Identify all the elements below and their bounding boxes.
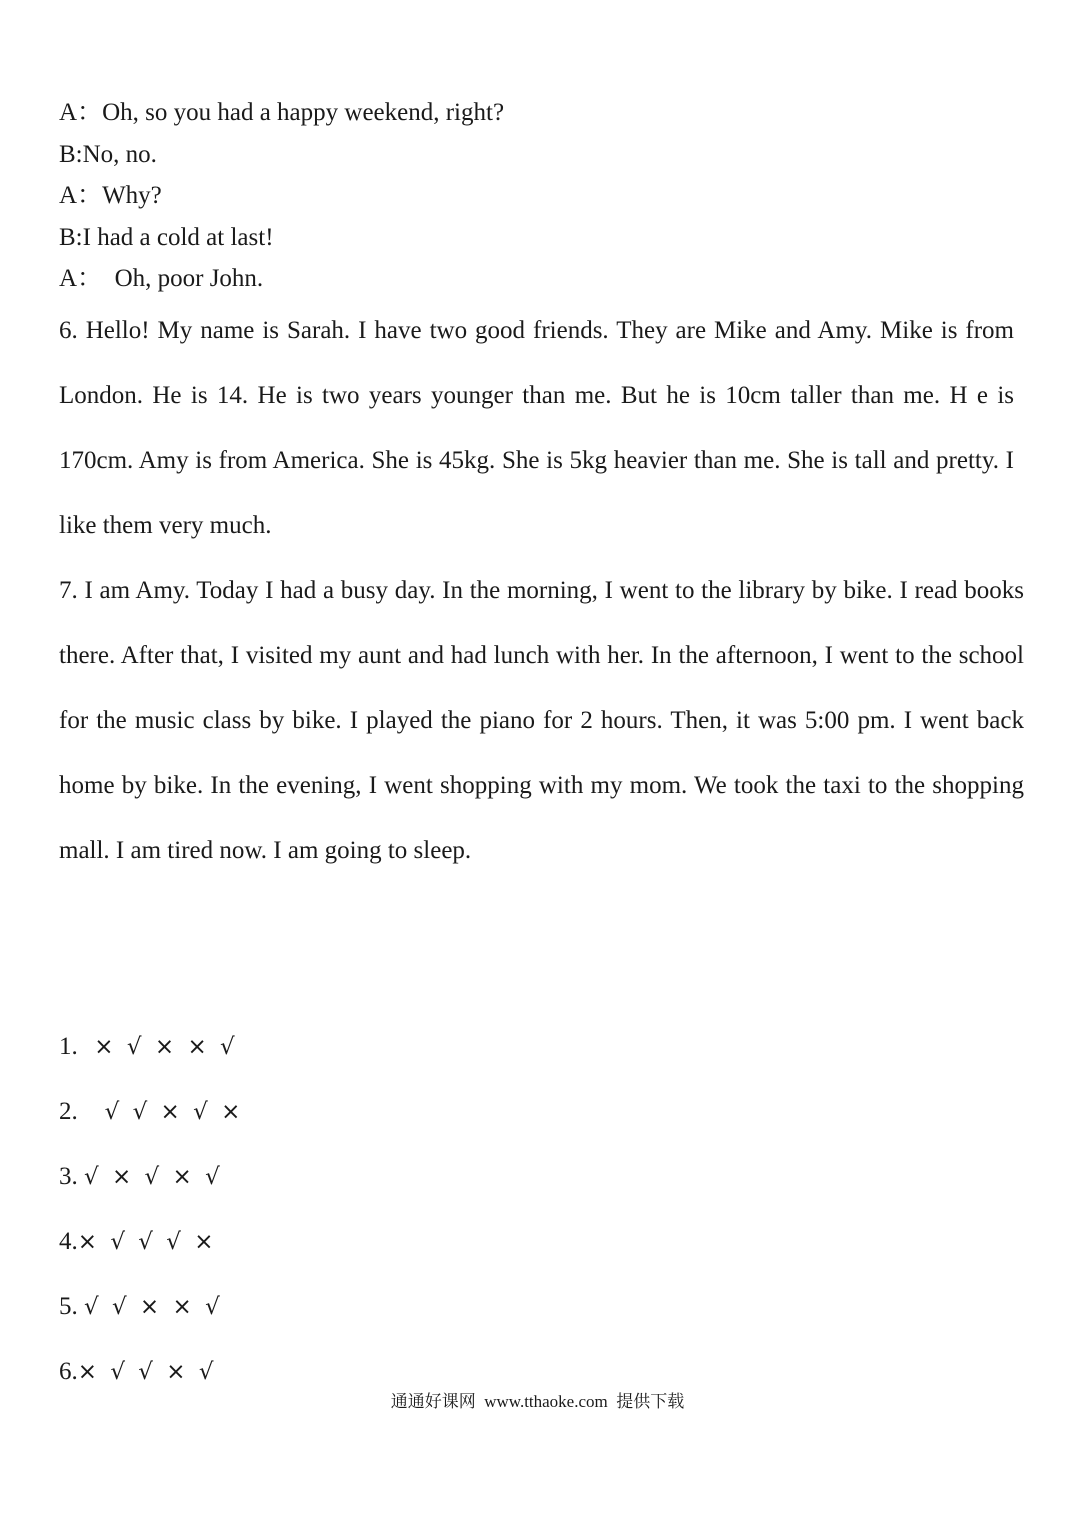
- answer-marks: × √ √ √ ×: [77, 1229, 217, 1255]
- dialogue-text: Oh, so you had a happy weekend, right?: [102, 99, 505, 126]
- speaker-label: B:: [59, 140, 83, 168]
- answer-number: 5.: [59, 1293, 84, 1320]
- answer-number: 2.: [59, 1098, 84, 1125]
- answer-marks: √ √ × × √: [84, 1294, 223, 1320]
- answer-row: [59, 1014, 459, 1079]
- answer-marks: × √ √ × √: [77, 1359, 217, 1385]
- answer-row: [59, 1079, 459, 1144]
- answer-row: [59, 1209, 459, 1274]
- dialogue-text: Oh, poor John.: [102, 265, 264, 293]
- dialogue-line: [59, 258, 1019, 300]
- dialogue-block: [59, 92, 1019, 300]
- dialogue-line: [59, 92, 1019, 134]
- answer-number: 6.: [59, 1358, 78, 1385]
- dialogue-text: I had a cold at last!: [82, 223, 274, 251]
- speaker-label: A：: [59, 99, 103, 126]
- speaker-label: B:: [59, 223, 83, 251]
- paragraph-6: 6. Hello! My name is Sarah. I have two good friends. They are Mike and Amy. Mike is from London. He is 14. He is two years younger than me. But he is 10cm taller than me. H e is 170cm. Amy is from America. She is 45kg. She is 5kg heavier than me. She is tall and pretty. I like them very much.: [59, 317, 1014, 539]
- dialogue-line: [59, 134, 1019, 176]
- answer-marks: × √ × × √: [84, 1034, 238, 1060]
- answer-number: 4.: [59, 1228, 78, 1255]
- dialogue-line: [59, 217, 1019, 259]
- answer-number: 3.: [59, 1163, 84, 1190]
- paragraph-7: 7. I am Amy. Today I had a busy day. In the morning, I went to the library by bike. I read books there. After that, I visited my aunt and had lunch with her. In the afternoon, I went to the school for the music class by bike. I played the piano for 2 hours. Then, it was 5:00 pm. I went back home by bike. In the evening, I went shopping with my mom. We took the taxi to the shopping mall. I am tired now. I am going to sleep.: [59, 577, 1024, 864]
- answer-marks: √ √ × √ ×: [84, 1099, 244, 1125]
- speaker-label: A：: [59, 182, 103, 210]
- footer-source: 通通好课网 www.tthaoke.com 提供下载: [390, 1392, 685, 1411]
- answer-key: [59, 1014, 459, 1404]
- dialogue-text: No, no.: [82, 140, 157, 168]
- dialogue-text: Why?: [102, 182, 162, 210]
- answer-number: 1.: [59, 1033, 84, 1060]
- answer-row: [59, 1144, 459, 1209]
- answer-row: [59, 1274, 459, 1339]
- speaker-label: A：: [59, 265, 103, 293]
- answer-marks: √ × √ × √: [84, 1164, 223, 1190]
- dialogue-line: [59, 175, 1019, 217]
